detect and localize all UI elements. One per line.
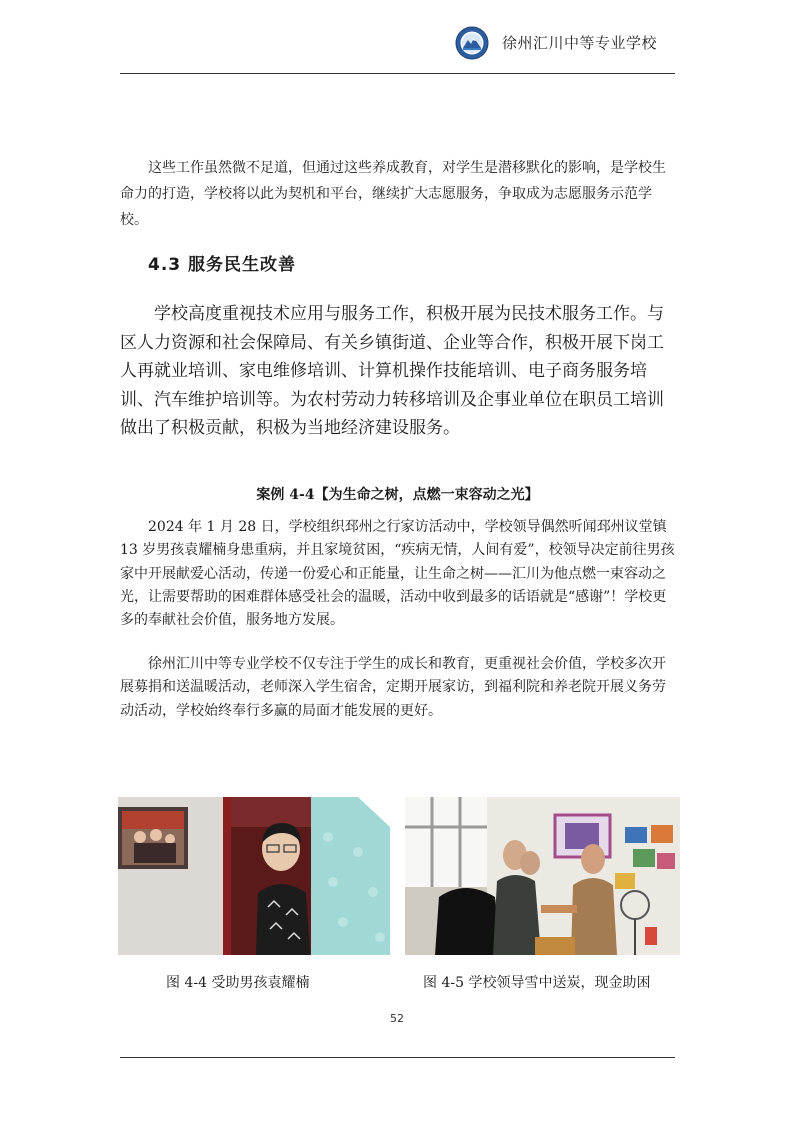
figure-caption-4-5: 图 4-5 学校领导雪中送炭，现金助困 [423, 975, 651, 991]
school-name: 徐州汇川中等专业学校 [502, 34, 658, 52]
school-emblem-icon [455, 26, 489, 60]
case-title: 案例 4-4【为生命之树，点燃一束容动之光】 [256, 487, 539, 503]
footer-divider [120, 1057, 675, 1058]
photo-boy-in-doorway [118, 797, 390, 955]
header-divider [120, 73, 675, 74]
case-paragraph-1: 2024 年 1 月 28 日，学校组织邳州之行家访活动中，学校领导偶然听闻邳州议堂镇 13 岁男孩袁耀楠身患重病，并且家境贫困，“疾病无情，人间有爱”，校领导决定前往男孩家中开展献爱心活动，传递一份爱心和正能量，让生命之树——汇川为他点燃一束容动之光，让需要帮助的困难群体感受社会的温暖，活动中收到最多的话语就是“感谢”！学校更多的奉献社会价值，服务地方发展。 [120, 519, 675, 629]
intro-paragraph: 这些工作虽然微不足道，但通过这些养成教育，对学生是潜移默化的影响，是学校生命力的打造，学校将以此为契机和平台，继续扩大志愿服务，争取成为志愿服务示范学校。 [120, 160, 666, 228]
main-paragraph: 学校高度重视技术应用与服务工作，积极开展为民技术服务工作。与区人力资源和社会保障局、有关乡镇街道、企业等合作，积极开展下岗工人再就业培训、家电维修培训、计算机操作技能培训、电子商务服务培训、汽车维护培训等。为农村劳动力转移培训及企事业单位在职员工培训做出了积极贡献，积极为当地经济建设服务。 [120, 304, 664, 439]
photo-leaders-giving-aid [405, 797, 680, 955]
figure-caption-4-4: 图 4-4 受助男孩袁耀楠 [166, 975, 310, 991]
section-heading: 4.3 服务民生改善 [148, 255, 297, 275]
page-header [120, 24, 675, 70]
case-paragraph-2: 徐州汇川中等专业学校不仅专注于学生的成长和教育，更重视社会价值，学校多次开展募捐和送温暖活动，老师深入学生宿舍，定期开展家访，到福利院和养老院开展义务劳动活动，学校始终奉行多赢的局面才能发展的更好。 [120, 656, 666, 719]
page-number: 52 [390, 1012, 404, 1025]
